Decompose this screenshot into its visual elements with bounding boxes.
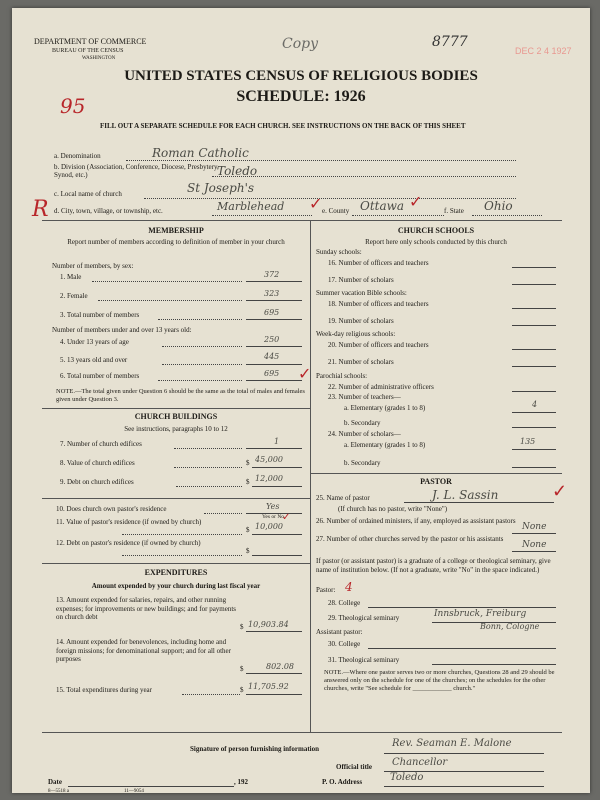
division-label: b. Division (Association, Conference, Diocese, Presbytery, Synod, etc.): [54, 163, 219, 179]
q4-value: 250: [264, 335, 280, 344]
q30-label: 30. College: [328, 640, 361, 648]
check-icon: ✓: [309, 196, 323, 213]
expenditures-title: EXPENDITURES: [144, 568, 208, 577]
po-address-label: P. O. Address: [322, 778, 363, 786]
check-icon: ✓: [409, 194, 423, 211]
church-name-label: c. Local name of church: [54, 190, 122, 198]
division-value: Toledo: [217, 164, 258, 178]
q23a-label: a. Elementary (grades 1 to 8): [344, 404, 426, 412]
q6-value: 695: [264, 369, 280, 378]
q13-value: 10,903.84: [248, 620, 289, 629]
pastor-mark: 4: [345, 580, 353, 594]
buildings-sub: See instructions, paragraphs 10 to 12: [124, 425, 228, 433]
q8-label: 8. Value of church edifices: [60, 459, 135, 467]
check-icon: ✓: [298, 366, 312, 383]
city-label: WASHINGTON: [82, 56, 116, 61]
q11-label: 11. Value of pastor's residence (if owned by church): [56, 518, 202, 526]
q29-value: Innsbruck, Freiburg: [434, 609, 527, 619]
assistant-label: Assistant pastor:: [316, 628, 363, 636]
age-label: Number of members under and over 13 years old:: [52, 326, 192, 334]
q12-label: 12. Debt on pastor's residence (if owned by church): [56, 539, 201, 547]
instruction-line: FILL OUT A SEPARATE SCHEDULE FOR EACH CHURCH. SEE INSTRUCTIONS ON THE BACK OF THIS SHEET: [100, 122, 466, 130]
form-subtitle: SCHEDULE: 1926: [236, 88, 366, 105]
q26-label: 26. Number of ordained ministers, if any, employed as assistant pastors: [316, 517, 516, 525]
q1-label: 1. Male: [60, 273, 82, 281]
q21-label: 21. Number of scholars: [328, 358, 394, 366]
schools-title: CHURCH SCHOOLS: [397, 226, 475, 235]
schools-sub: Report here only schools conducted by this church: [365, 238, 507, 246]
q31-label: 31. Theological seminary: [328, 656, 400, 664]
city-label-field: d. City, town, village, or township, etc.: [54, 207, 163, 215]
q25-label: 25. Name of pastor: [316, 494, 370, 502]
q6-label: 6. Total number of members: [60, 372, 140, 380]
county-label: e. County: [322, 207, 350, 215]
red-r-mark: R: [32, 197, 49, 222]
q9-value: 12,000: [255, 474, 283, 483]
q3-label: 3. Total number of members: [60, 311, 140, 319]
q15-value: 11,705.92: [248, 682, 289, 691]
handwritten-number: 95: [60, 94, 86, 118]
q14-value: 802.08: [266, 662, 294, 671]
pastor-title: PASTOR: [420, 477, 452, 486]
q24-label: 24. Number of scholars—: [328, 430, 401, 438]
q23b-label: b. Secondary: [344, 419, 381, 427]
q29-label: 29. Theological seminary: [328, 614, 400, 622]
po-address-value: Toledo: [390, 772, 424, 783]
signature-value: Rev. Seaman E. Malone: [392, 738, 512, 749]
membership-title: MEMBERSHIP: [148, 226, 204, 235]
q27-value: None: [522, 540, 547, 550]
membership-intro: Report number of members according to definition of member in your church: [67, 238, 285, 246]
sunday-label: Sunday schools:: [316, 248, 362, 256]
q18-label: 18. Number of officers and teachers: [328, 300, 429, 308]
buildings-title: CHURCH BUILDINGS: [134, 412, 218, 421]
summer-label: Summer vacation Bible schools:: [316, 289, 407, 297]
denomination-label: a. Denomination: [54, 152, 101, 160]
q2-value: 323: [264, 289, 280, 298]
city-value: Marblehead: [217, 200, 285, 213]
q17-label: 17. Number of scholars: [328, 276, 394, 284]
q25-note: (If church has no pastor, write "None"): [338, 505, 448, 513]
copy-mark: Copy: [282, 36, 319, 52]
q1-value: 372: [264, 270, 280, 279]
q20-label: 20. Number of officers and teachers: [328, 341, 429, 349]
weekday-label: Week-day religious schools:: [316, 330, 396, 338]
date-label: Date: [48, 778, 62, 786]
q10-label: 10. Does church own pastor's residence: [56, 505, 167, 513]
q26-value: None: [522, 522, 547, 532]
date-stamp: DEC 2 4 1927: [515, 46, 572, 56]
yes-no-hint: Yes or No: [262, 514, 285, 520]
membership-note: NOTE.—The total given under Question 6 should be the same as the total of males and females given under Question 3.: [56, 388, 305, 403]
state-label: f. State: [444, 207, 464, 215]
q22-label: 22. Number of administrative officers: [328, 383, 434, 391]
q3-value: 695: [264, 308, 280, 317]
q11-value: 10,000: [255, 522, 283, 531]
department-label: DEPARTMENT OF COMMERCE: [34, 37, 147, 46]
form-number: 8—5518 a: [48, 789, 69, 794]
q5-label: 5. 13 years old and over: [60, 356, 128, 364]
q14-label: 14. Amount expended for benevolences, including home and foreign missions; for denominational support; and for all other purposes: [56, 638, 231, 663]
signature-label: Signature of person furnishing information: [190, 745, 319, 753]
census-schedule-form: DEPARTMENT OF COMMERCE BUREAU OF THE CENSUS WASHINGTON Copy 8777 DEC 2 4 1927 UNITED STATES CENSUS OF RELIGIOUS BODIES SCHEDULE: 1926 95 FILL OUT A SEPARATE SCHEDULE FOR EACH CHURCH. SEE INSTRUCTIONS ON THE BACK OF THIS SHEET a. Denomination Roman Catholic b. Division (Association, Conference, Diocese, Presbytery, Synod, etc.) Toledo c. Local name of church St Joseph's R d. City, town, village, or township, etc. Marblehead ✓ e. County Ottawa ✓ f. State Ohio MEMBERSHIP Report number of members according to definition of member in your church Number of members, by sex: 1. Male 372 2. Female 323 3. Total number of members 695 Number of members under and over 13 years old: 4. Under 13 years of age 250 5. 13 years old and over 445 6. Total number of members 695 ✓ NOTE.—The total given under Question 6 should be the same as the total of males and females given under Question 3. CHURCH BUILDINGS See instructions, paragraphs 10 to 12 7. Number of church edifices 1 8. Value of church edifices $ 45,000 9. Debt on church edifices $ 12,000 10. Does church own pastor's residence Yes Yes or No ✓ 11. Value of pastor's residence (if owned by church) $ 10,000 12. Debt on pastor's residence (if owned by church) $ EXPENDITURES Amount expended by your church during last fiscal year 13. Amount expended for salaries, repairs, and other running expenses; for improvements or new buildings; and for payments on church debt $ 10,903.84 14. Amount expended for benevolences, including home and foreign missions; for denominational support; and for all other purposes $ 802.08 15. Total expenditures during year $ 11,705.92 CHURCH SCHOOLS Report here only schools conducted by this church Sunday schools: 16. Number of officers and teachers 17. Number of scholars Summer vacation Bible schools: 18. Number of officers and teachers 19. Number of scholars Week-day religious schools: 20. Number of officers and teachers 21. Number of scholars Parochial schools: 22. Number of administrative officers 23. Number of teachers— a. Elementary (grades 1 to 8) 4 b. Secondary 24. Number of scholars— a. Elementary (grades 1 to 8) 135 b. Secondary PASTOR 25. Name of pastor J. L. Sassin ✓ (If church has no pastor, write "None") 26. Number of ordained ministers, if any, employed as assistant pastors None 27. Number of other churches served by the pastor or his assistants None If pastor (or assistant pastor) is a graduate of a college or theological seminary, give name of institution below. (If not a graduate, write "No" in the space indicated.) Pastor: 4 28. College 29. Theological seminary Innsbruck, Freiburg Bonn, Cologne Assistant pastor: 30. College 31. Theological seminary NOTE.—Where one pastor serves two or more churches, Questions 28 and 29 should be answered only on the schedule for one of the churches; on the schedules for the other churches, write "See schedule for ____________ church." Signature of person furnishing information Rev. Seaman E. Malone Official title Chancellor Date , 192 P. O. Address Toledo 8—5518 a 11—9054: [12, 8, 590, 793]
q16-label: 16. Number of officers and teachers: [328, 259, 429, 267]
parochial-label: Parochial schools:: [316, 372, 368, 380]
form-title: UNITED STATES CENSUS OF RELIGIOUS BODIES: [124, 68, 478, 84]
q23a-value: 4: [532, 400, 538, 409]
q8-value: 45,000: [255, 455, 283, 464]
official-title-value: Chancellor: [392, 757, 448, 768]
by-sex-label: Number of members, by sex:: [52, 262, 134, 270]
print-number: 11—9054: [124, 789, 144, 794]
q5-value: 445: [264, 352, 280, 361]
q29-value-2: Bonn, Cologne: [480, 622, 540, 631]
date-year: , 192: [234, 778, 248, 786]
q13-label: 13. Amount expended for salaries, repairs, and other running expenses; for improvements or new buildings; and for payments on church debt: [56, 596, 237, 621]
q9-label: 9. Debt on church edifices: [60, 478, 134, 486]
bureau-label: BUREAU OF THE CENSUS: [52, 48, 124, 54]
official-title-label: Official title: [336, 763, 372, 771]
q28-label: 28. College: [328, 599, 361, 607]
denomination-value: Roman Catholic: [152, 146, 249, 160]
q23-label: 23. Number of teachers—: [328, 393, 401, 401]
pastor-note: NOTE.—Where one pastor serves two or more churches, Questions 28 and 29 should be answered only on the schedule for one of the churches; on the schedules for the other churches, write "See schedule for ____________ church.": [324, 669, 555, 692]
q15-label: 15. Total expenditures during year: [56, 686, 152, 694]
graduate-note: If pastor (or assistant pastor) is a graduate of a college or theological seminary, give name of institution below. (If not a graduate, write "No" in the space indicated.): [316, 557, 551, 574]
q7-value: 1: [274, 437, 280, 446]
pastor-sub-label: Pastor:: [316, 586, 336, 594]
church-name-value: St Joseph's: [187, 181, 255, 195]
state-value: Ohio: [484, 199, 513, 213]
q25-value: J. L. Sassin: [432, 488, 499, 502]
check-icon: ✓: [282, 512, 291, 523]
q19-label: 19. Number of scholars: [328, 317, 394, 325]
q4-label: 4. Under 13 years of age: [60, 338, 129, 346]
q10-value: Yes: [266, 502, 280, 511]
serial-number: 8777: [432, 34, 468, 50]
q7-label: 7. Number of church edifices: [60, 440, 142, 448]
county-value: Ottawa: [360, 199, 405, 213]
q24a-label: a. Elementary (grades 1 to 8): [344, 441, 426, 449]
q27-label: 27. Number of other churches served by the pastor or his assistants: [316, 535, 504, 543]
q24b-label: b. Secondary: [344, 459, 381, 467]
q24a-value: 135: [520, 437, 536, 446]
check-icon: ✓: [552, 481, 568, 501]
q2-label: 2. Female: [60, 292, 88, 300]
expenditures-sub: Amount expended by your church during last fiscal year: [91, 582, 261, 590]
